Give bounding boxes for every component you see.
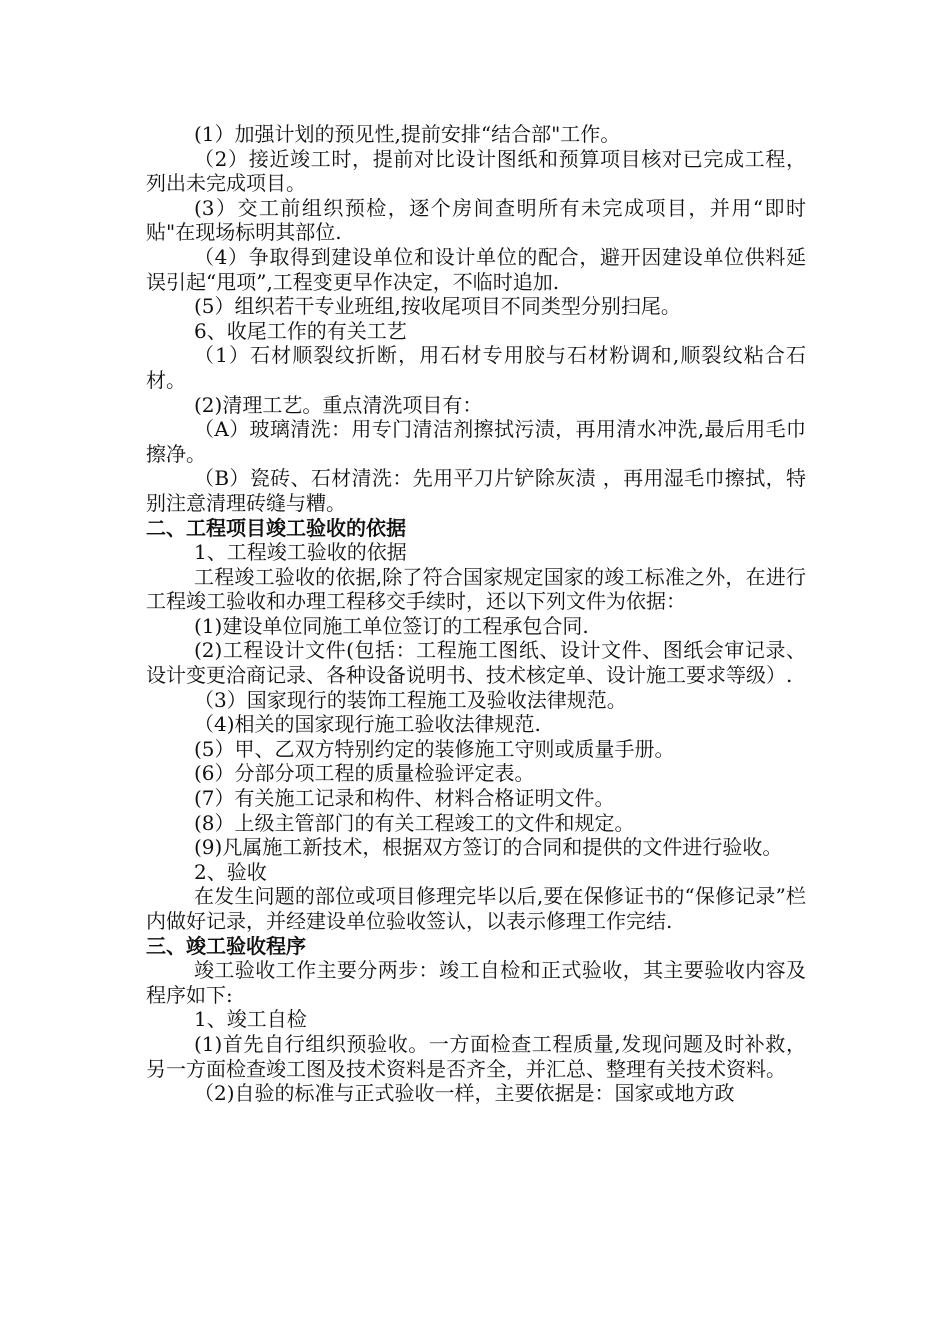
para-25: 1、竣工自检: [194, 1007, 307, 1032]
para-17: (5）甲、乙双方特别约定的装修施工守则或质量手册。: [194, 736, 675, 761]
para-7: （1）石材顺裂纹折断，用石材专用胶与石材粉调和,顺裂纹粘合石材。: [146, 343, 806, 392]
para-22: 2、验收: [194, 859, 267, 884]
para-26: (1)首先自行组织预验收。一方面检查工程质量,发现问题及时补救，另一方面检查竣工图及技术资料是否齐全，并汇总、整理有关技术资料。: [146, 1031, 806, 1081]
para-15: （3）国家现行的装饰工程施工及验收法律规范。: [194, 687, 627, 712]
para-27: （2)自验的标准与正式验收一样，主要依据是：国家或地方政: [194, 1081, 735, 1106]
para-14: (2)工程设计文件(包括：工程施工图纸、设计文件、图纸会审记录、设计变更洽商记录、各种设备说明书、技术核定单、设计施工要求等级）.: [146, 638, 806, 688]
para-11: 1、工程竣工验收的依据: [194, 540, 407, 565]
para-19: (7）有关施工记录和构件、材料合格证明文件。: [194, 786, 615, 811]
section-heading-3: 三、竣工验收程序: [146, 933, 306, 958]
para-24: 竣工验收工作主要分两步：竣工自检和正式验收，其主要验收内容及程序如下:: [146, 958, 806, 1007]
para-8: (2)清理工艺。重点清洗项目有：: [194, 392, 483, 417]
para-13: (1)建设单位同施工单位签订的工程承包合同.: [194, 613, 589, 638]
document-body: [146, 122, 806, 1106]
section-heading-2: 二、工程项目竣工验收的依据: [146, 515, 406, 540]
para-20: (8）上级主管部门的有关工程竣工的文件和规定。: [194, 810, 635, 835]
para-4: （4）争取得到建设单位和设计单位的配合，避开因建设单位供料延误引起“甩项”,工程变更早作决定，不临时追加.: [146, 244, 806, 294]
para-21: (9)凡属施工新技术，根据双方签订的合同和提供的文件进行验收。: [194, 835, 783, 860]
para-6: 6、收尾工作的有关工艺: [194, 318, 407, 343]
para-12: 工程竣工验收的依据,除了符合国家规定国家的竣工标准之外，在进行工程竣工验收和办理工程移交手续时，还以下列文件为依据：: [146, 564, 806, 614]
para-23: 在发生问题的部位或项目修理完毕以后,要在保修证书的“保修记录”栏内做好记录，并经建设单位验收签认，以表示修理工作完结.: [146, 884, 806, 933]
para-3: (3）交工前组织预检，逐个房间查明所有未完成项目，并用“即时贴"在现场标明其部位.: [146, 195, 806, 245]
para-2: （2）接近竣工时，提前对比设计图纸和预算项目核对已完成工程，列出未完成项目。: [146, 146, 806, 196]
para-16: （4)相关的国家现行施工验收法律规范.: [194, 712, 541, 737]
para-9: （A）玻璃清洗：用专门清洁剂擦拭污渍，再用清水冲洗,最后用毛巾擦净。: [146, 417, 806, 466]
para-5: (5）组织若干专业班组,按收尾项目不同类型分别扫尾。: [194, 294, 681, 319]
para-18: (6）分部分项工程的质量检验评定表。: [194, 761, 535, 786]
para-1: (1）加强计划的预见性,提前安排“结合部"工作。: [194, 122, 621, 146]
para-10: （B）瓷砖、石材清洗：先用平刀片铲除灰渍 ，再用湿毛巾擦拭，特别注意清理砖缝与糟。: [146, 466, 806, 515]
